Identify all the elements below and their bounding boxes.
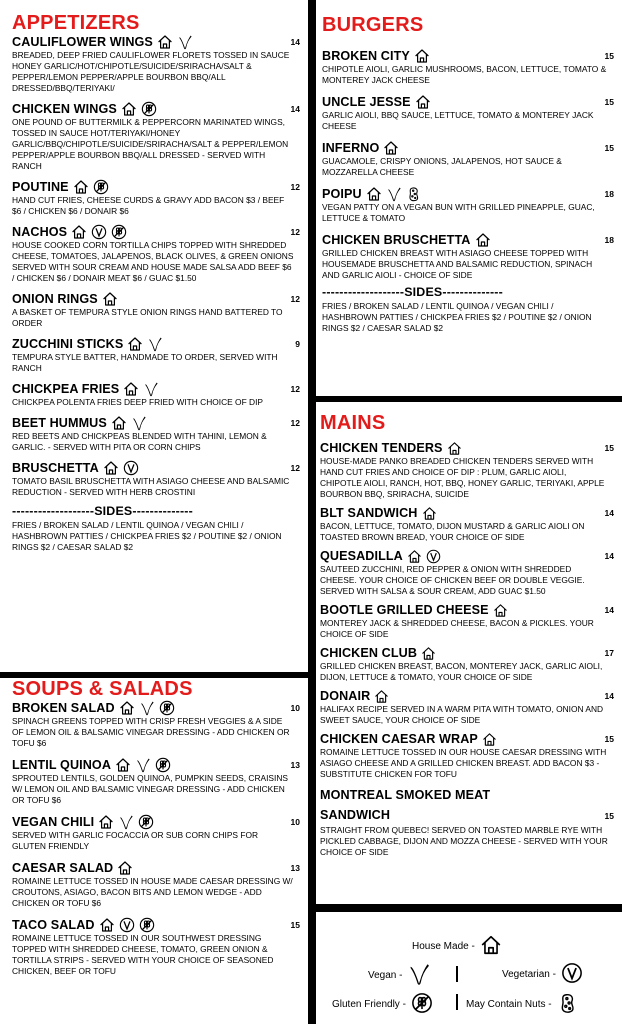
mains-list — [320, 440, 614, 858]
menu-item-price: 12 — [290, 463, 300, 473]
menu-item-price: 13 — [290, 760, 300, 770]
menu-item-beet-hummus — [12, 415, 300, 453]
burgers-title: BURGERS — [322, 14, 424, 36]
house-icon — [493, 603, 508, 618]
menu-item-price: 15 — [290, 920, 300, 930]
gluten-free-icon — [93, 179, 109, 195]
burgers-sides-text: FRIES / BROKEN SALAD / LENTIL QUINOA / VEGAN CHILI / HASHBROWN PATTIES / CHICKPEA FRIES $2 / POUTINE $2 / ONION RINGS $2 / CAESAR SALAD $2 — [322, 301, 592, 333]
menu-item-chickpea-fries — [12, 381, 300, 408]
house-icon — [414, 48, 430, 64]
menu-item-price: 12 — [290, 227, 300, 237]
menu-item-price: 12 — [290, 418, 300, 428]
menu-item-broken-salad — [12, 700, 300, 749]
legend-house-label: House Made - — [412, 941, 475, 952]
menu-item-name: CAULIFLOWER WINGS — [12, 35, 153, 49]
menu-item-name: BROKEN CITY — [322, 49, 410, 63]
menu-item-price: 15 — [604, 143, 614, 153]
house-icon — [98, 814, 114, 830]
menu-item-description: ROMAINE LETTUCE TOSSED IN HOUSE MADE CAESAR DRESSING W/ CROUTONS, ASIAGO, BACON BITS AND LEMON WEDGE - ADD CHICKEN OR TOFU $6 — [12, 876, 293, 908]
legend-divider — [456, 966, 458, 982]
menu-item-price: 14 — [290, 104, 300, 114]
menu-item-price: 10 — [290, 817, 300, 827]
menu-item-description: BREADED, DEEP FRIED CAULIFLOWER FLORETS TOSSED IN SAUCE HONEY GARLIC/HOT/CHIPOTLE/SUICIDE/SRIRACHA/SALT & PEPPER/LEMON PEPPER/APPLE BOURBON BBQ/ALL DRESSED/BBQ/TERIYAKI/ — [12, 50, 290, 93]
menu-item-price: 18 — [604, 189, 614, 199]
menu-item-description: SPINACH GREENS TOPPED WITH CRISP FRESH VEGGIES & A SIDE OF LEMON OIL & BALSAMIC VINEGAR DRESSING - ADD CHICKEN OR TOFU $6 — [12, 716, 290, 748]
house-icon — [117, 860, 133, 876]
menu-item-header — [320, 645, 608, 661]
menu-item-nachos — [12, 224, 300, 284]
menu-item-description: SPROUTED LENTILS, GOLDEN QUINOA, PUMPKIN SEEDS, CRAISINS W/ LEMON OIL AND BALSAMIC VINEGAR DRESSING - ADD CHICKEN OR TOFU $6 — [12, 773, 288, 805]
menu-item-caesar-salad — [12, 860, 300, 909]
menu-item-header — [12, 860, 294, 876]
menu-item-poutine — [12, 179, 300, 217]
menu-item-name: INFERNO — [322, 141, 380, 155]
house-icon — [111, 415, 127, 431]
house-icon — [103, 460, 119, 476]
menu-item-uncle-jesse — [322, 94, 614, 132]
house-icon — [99, 917, 115, 933]
menu-item-name: LENTIL QUINOA — [12, 758, 112, 772]
menu-item-description: ROMAINE LETTUCE TOSSED IN OUR SOUTHWEST DRESSING TOPPED WITH SHREDDED CHEESE, TOMATO, GREEN ONION & TORTILLA STRIPS - SERVED WITH YOUR CHOICE OF SEASONED CHICKEN, BEEF OR TOFU — [12, 933, 274, 976]
nuts-icon — [406, 186, 422, 202]
menu-item-taco-salad — [12, 917, 300, 977]
house-icon — [73, 179, 89, 195]
legend-vegetarian — [502, 962, 583, 987]
house-icon — [119, 700, 135, 716]
menu-item-price: 14 — [604, 551, 614, 561]
legend-vegetarian-label: Vegetarian - — [502, 969, 556, 980]
menu-item-chicken-club — [320, 645, 614, 683]
menu-item-price: 15 — [604, 51, 614, 61]
vegan-icon — [386, 186, 402, 202]
menu-item-price: 15 — [604, 97, 614, 107]
menu-item-header — [12, 101, 294, 117]
menu-item-description: TEMPURA STYLE BATTER, HANDMADE TO ORDER, SERVED WITH RANCH — [12, 352, 278, 373]
menu-item-name: BEET HUMMUS — [12, 416, 107, 430]
menu-item-header — [12, 336, 294, 352]
menu-item-zucchini-sticks — [12, 336, 300, 374]
menu-item-name: CHICKEN TENDERS — [320, 441, 443, 455]
menu-item-inferno — [322, 140, 614, 178]
menu-item-name: VEGAN CHILI — [12, 815, 95, 829]
vegan-icon — [131, 415, 147, 431]
menu-item-header — [12, 460, 294, 476]
vegan-icon — [177, 34, 193, 50]
legend-vegan-label: Vegan - — [368, 970, 403, 981]
menu-item-price: 12 — [290, 294, 300, 304]
house-icon — [121, 101, 137, 117]
menu-item-header — [12, 381, 294, 397]
house-icon — [415, 94, 431, 110]
gluten-free-icon — [139, 917, 155, 933]
menu-item-name: BOOTLE GRILLED CHEESE — [320, 603, 489, 617]
menu-item-name: UNCLE JESSE — [322, 95, 411, 109]
legend-gluten-label: Gluten Friendly - — [332, 999, 406, 1010]
menu-item-name: CAESAR SALAD — [12, 861, 114, 875]
menu-item-header — [320, 505, 608, 521]
burgers-panel — [316, 0, 622, 396]
menu-item-price: 12 — [290, 384, 300, 394]
burgers-list — [322, 48, 614, 281]
menu-item-description: ROMAINE LETTUCE TOSSED IN OUR HOUSE CAESAR DRESSING WITH ASIAGO CHEESE AND A GRILLED CHICKEN BREAST. ADD BACON $3 - SUBSTITUTE CHICKEN FOR TOFU — [320, 747, 607, 779]
menu-item-name: MONTREAL SMOKED MEAT SANDWICH — [320, 788, 491, 822]
menu-item-price: 14 — [290, 37, 300, 47]
vegetarian-icon — [561, 962, 583, 987]
menu-item-header — [322, 48, 608, 64]
legend-nuts-label: May Contain Nuts - — [466, 999, 552, 1010]
house-icon — [383, 140, 399, 156]
menu-item-chicken-wings — [12, 101, 300, 172]
house-icon — [447, 441, 462, 456]
appetizers-list — [12, 34, 300, 498]
menu-item-name: CHICKEN BRUSCHETTA — [322, 233, 471, 247]
menu-item-price: 9 — [295, 339, 300, 349]
house-icon — [127, 336, 143, 352]
menu-item-name: CHICKEN CAESAR WRAP — [320, 732, 478, 746]
menu-item-name: ONION RINGS — [12, 292, 98, 306]
menu-item-price: 12 — [290, 182, 300, 192]
menu-item-blt-sandwich — [320, 505, 614, 543]
menu-item-price: 15 — [604, 811, 614, 821]
gluten-free-icon — [159, 700, 175, 716]
menu-item-header — [322, 186, 608, 202]
menu-item-header — [320, 731, 608, 747]
menu-item-header — [320, 548, 608, 564]
burgers-sides-heading: -------------------SIDES-------------- — [322, 285, 503, 299]
menu-item-name: POIPU — [322, 187, 362, 201]
menu-item-poipu — [322, 186, 614, 224]
legend-house — [412, 934, 502, 959]
legend-panel — [316, 912, 622, 1024]
menu-item-price: 10 — [290, 703, 300, 713]
menu-item-header — [322, 232, 608, 248]
soups-title: SOUPS & SALADS — [12, 678, 193, 700]
menu-item-name: BROKEN SALAD — [12, 701, 115, 715]
vegetarian-icon — [426, 549, 441, 564]
menu-item-header — [12, 814, 294, 830]
menu-item-price: 14 — [604, 605, 614, 615]
menu-item-header — [320, 440, 608, 456]
gluten-free-icon — [411, 992, 433, 1017]
menu-item-description: A BASKET OF TEMPURA STYLE ONION RINGS HAND BATTERED TO ORDER — [12, 307, 283, 328]
menu-item-name: QUESADILLA — [320, 549, 403, 563]
legend-vegan — [368, 962, 431, 989]
menu-item-description: SERVED WITH GARLIC FOCACCIA OR SUB CORN CHIPS FOR GLUTEN FRIENDLY — [12, 830, 259, 851]
appetizers-sides-text: FRIES / BROKEN SALAD / LENTIL QUINOA / VEGAN CHILI / HASHBROWN PATTIES / CHICKPEA FRIES $2 / POUTINE $2 / ONION RINGS $2 / CAESAR SALAD $2 — [12, 520, 282, 552]
vegan-icon — [139, 700, 155, 716]
menu-item-donair — [320, 688, 614, 726]
legend-nuts — [466, 992, 579, 1017]
menu-item-name: POUTINE — [12, 180, 69, 194]
house-icon — [480, 934, 502, 959]
menu-item-price: 15 — [604, 443, 614, 453]
menu-item-onion-rings — [12, 291, 300, 329]
menu-item-header — [320, 785, 608, 825]
mains-title: MAINS — [320, 412, 386, 434]
soups-salads-panel — [0, 678, 308, 1024]
menu-item-header — [12, 917, 294, 933]
menu-item-name: CHICKEN WINGS — [12, 102, 117, 116]
menu-item-description: GRILLED CHICKEN BREAST WITH ASIAGO CHEESE TOPPED WITH HOUSEMADE BRUSCHETTA AND BALSAMIC REDUCTION, SPINACH AND GARLIC AIOLI - CHOICE OF SIDE — [322, 248, 593, 280]
appetizers-panel — [0, 0, 308, 672]
house-icon — [115, 757, 131, 773]
menu-item-description: MONTEREY JACK & SHREDDED CHEESE, BACON & PICKLES. YOUR CHOICE OF SIDE — [320, 618, 594, 639]
menu-item-header — [12, 224, 294, 240]
menu-item-description: HAND CUT FRIES, CHEESE CURDS & GRAVY ADD BACON $3 / BEEF $6 / CHICKEN $6 / DONAIR $6 — [12, 195, 285, 216]
house-icon — [482, 732, 497, 747]
menu-item-quesadilla — [320, 548, 614, 597]
menu-item-montreal-smoked-meat-sandwich — [320, 785, 614, 858]
menu-item-name: CHICKPEA FRIES — [12, 382, 120, 396]
vegetarian-icon — [119, 917, 135, 933]
menu-item-name: DONAIR — [320, 689, 371, 703]
house-icon — [157, 34, 173, 50]
menu-item-description: STRAIGHT FROM QUEBEC! SERVED ON TOASTED MARBLE RYE WITH PICKLED CABBAGE, DIJON AND MOZZA CHEESE - SERVED WITH YOUR CHOICE OF SIDE — [320, 825, 608, 857]
menu-item-price: 13 — [290, 863, 300, 873]
menu-item-bruschetta — [12, 460, 300, 498]
menu-item-chicken-caesar-wrap — [320, 731, 614, 780]
menu-item-description: ONE POUND OF BUTTERMILK & PEPPERCORN MARINATED WINGS, TOSSED IN SAUCE HOT/TERIYAKI/HONEY GARLIC/BBQ/CHIPOTLE/SUICIDE/SRIRACHA/SALT & PEPPER/LEMON PEPPER/APPLE BOURBON BBQ/ALL DRESSED - SERVED WITH RANCH — [12, 117, 289, 171]
house-icon — [475, 232, 491, 248]
menu-item-price: 15 — [604, 734, 614, 744]
menu-item-header — [322, 140, 608, 156]
menu-item-name: ZUCCHINI STICKS — [12, 337, 124, 351]
menu-item-lentil-quinoa — [12, 757, 300, 806]
house-icon — [421, 646, 436, 661]
menu-item-name: NACHOS — [12, 225, 68, 239]
menu-item-description: GUACAMOLE, CRISPY ONIONS, JALAPENOS, HOT SAUCE & MOZZARELLA CHEESE — [322, 156, 562, 177]
menu-item-header — [320, 602, 608, 618]
gluten-free-icon — [111, 224, 127, 240]
house-icon — [123, 381, 139, 397]
menu-item-description: CHIPOTLE AIOLI, GARLIC MUSHROOMS, BACON, LETTUCE, TOMATO & MONTEREY JACK CHEESE — [322, 64, 607, 85]
menu-item-header — [12, 34, 294, 50]
vegan-icon — [147, 336, 163, 352]
menu-item-price: 14 — [604, 691, 614, 701]
menu-item-description: HALIFAX RECIPE SERVED IN A WARM PITA WITH TOMATO, ONION AND SWEET SAUCE, YOUR CHOICE OF SIDE — [320, 704, 604, 725]
soups-list — [12, 700, 300, 977]
menu-item-description: HOUSE-MADE PANKO BREADED CHICKEN TENDERS SERVED WITH HAND CUT FRIES AND CHOICE OF DIP : PLUM, GARLIC AIOLI, CHIPOTLE AIOLI, RANCH, HOT, BBQ, HONEY GARLIC, TERIYAKI, APPLE BOURBON BBQ, SRIRACHA, SUICIDE — [320, 456, 605, 499]
legend-gluten — [332, 992, 433, 1017]
menu-item-header — [12, 757, 294, 773]
gluten-free-icon — [155, 757, 171, 773]
gluten-free-icon — [138, 814, 154, 830]
menu-item-cauliflower-wings — [12, 34, 300, 94]
menu-item-price: 17 — [604, 648, 614, 658]
nuts-icon — [557, 992, 579, 1017]
house-icon — [102, 291, 118, 307]
menu-item-description: SAUTEED ZUCCHINI, RED PEPPER & ONION WITH SHREDDED CHEESE. YOUR CHOICE OF CHICKEN BEEF OR DOUBLE VEGGIE. SERVED WITH SALSA & SOUR CREAM, ADD GUAC $1.50 — [320, 564, 585, 596]
vegetarian-icon — [91, 224, 107, 240]
menu-item-description: BACON, LETTUCE, TOMATO, DIJON MUSTARD & GARLIC AIOLI ON TOASTED BROWN BREAD, YOUR CHOICE OF SIDE — [320, 521, 585, 542]
menu-item-header — [322, 94, 608, 110]
vegan-icon — [407, 962, 431, 989]
menu-item-header — [12, 179, 294, 195]
menu-item-description: GARLIC AIOLI, BBQ SAUCE, LETTUCE, TOMATO & MONTEREY JACK CHEESE — [322, 110, 594, 131]
house-icon — [374, 689, 389, 704]
menu-item-name: TACO SALAD — [12, 918, 95, 932]
menu-item-name: CHICKEN CLUB — [320, 646, 418, 660]
house-icon — [71, 224, 87, 240]
menu-item-chicken-bruschetta — [322, 232, 614, 281]
menu-item-description: HOUSE COOKED CORN TORTILLA CHIPS TOPPED WITH SHREDDED CHEESE, TOMATOES, JALAPENOS, BLACK OLIVES, & GREEN ONIONS SERVED WITH SOUR CREAM AND HOUSE MADE SALSA ADD BEEF $6 / CHICKEN $6 / DONAIR MEAT $6 / GUAC $1.50 — [12, 240, 294, 283]
house-icon — [422, 506, 437, 521]
vegetarian-icon — [123, 460, 139, 476]
menu-item-header — [12, 700, 294, 716]
menu-item-vegan-chili — [12, 814, 300, 852]
menu-item-price: 14 — [604, 508, 614, 518]
legend-divider — [456, 994, 458, 1010]
menu-item-broken-city — [322, 48, 614, 86]
house-icon — [407, 549, 422, 564]
house-icon — [366, 186, 382, 202]
menu-item-description: RED BEETS AND CHICKPEAS BLENDED WITH TAHINI, LEMON & GARLIC. - SERVED WITH PITA OR CORN CHIPS — [12, 431, 267, 452]
vegan-icon — [143, 381, 159, 397]
gluten-free-icon — [141, 101, 157, 117]
menu-item-name: BLT SANDWICH — [320, 506, 418, 520]
menu-item-header — [320, 688, 608, 704]
menu-item-header — [12, 291, 294, 307]
menu-item-description: TOMATO BASIL BRUSCHETTA WITH ASIAGO CHEESE AND BALSAMIC REDUCTION - SERVED WITH HERB CROSTINI — [12, 476, 290, 497]
appetizers-sides-heading: -------------------SIDES-------------- — [12, 504, 193, 518]
vegan-icon — [135, 757, 151, 773]
menu-item-name: BRUSCHETTA — [12, 461, 99, 475]
menu-item-header — [12, 415, 294, 431]
appetizers-title: APPETIZERS — [12, 12, 140, 34]
menu-item-bootle-grilled-cheese — [320, 602, 614, 640]
mains-panel — [316, 402, 622, 904]
menu-item-chicken-tenders — [320, 440, 614, 500]
vegan-icon — [118, 814, 134, 830]
menu-item-description: CHICKPEA POLENTA FRIES DEEP FRIED WITH CHOICE OF DIP — [12, 397, 263, 407]
menu-item-price: 18 — [604, 235, 614, 245]
menu-item-description: VEGAN PATTY ON A VEGAN BUN WITH GRILLED PINEAPPLE, GUAC, LETTUCE & TOMATO — [322, 202, 595, 223]
menu-item-description: GRILLED CHICKEN BREAST, BACON, MONTEREY JACK, GARLIC AIOLI, DIJON, LETTUCE & TOMATO, YOUR CHOICE OF SIDE — [320, 661, 603, 682]
